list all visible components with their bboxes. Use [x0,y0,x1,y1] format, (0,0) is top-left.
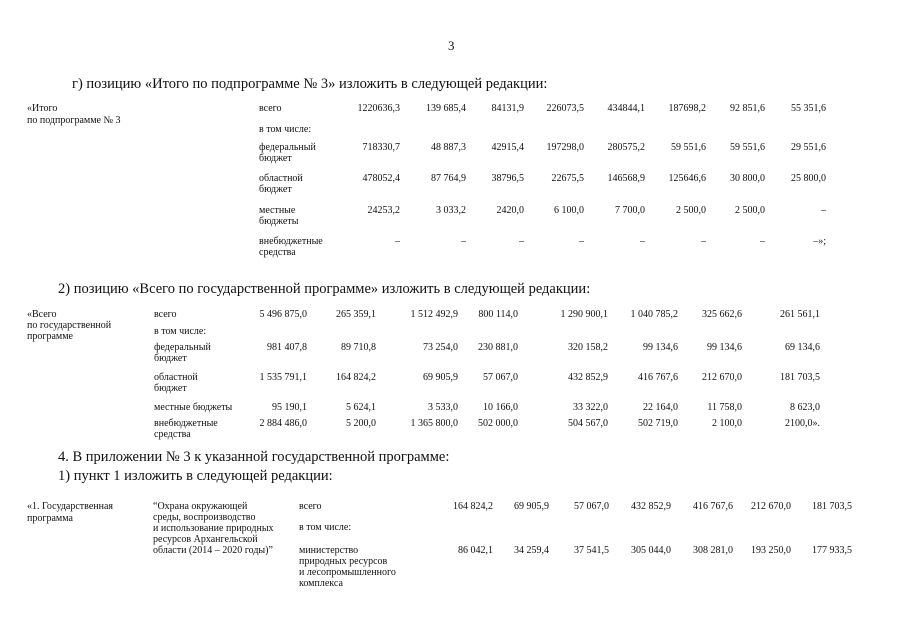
program-description: среды, воспроизводство [153,512,256,523]
table-cell: 55 351,6 [791,103,826,114]
table-cell: 30 800,0 [730,173,765,184]
row-label: и лесопромышленного [299,567,396,578]
table-cell: 86 042,1 [458,545,493,556]
table-cell: 416 767,6 [638,372,678,383]
row-label: комплекса [299,578,343,589]
table-cell: 265 359,1 [336,309,376,320]
table-cell: 3 533,0 [428,402,458,413]
row-label: областной [259,173,303,184]
row-label: местные бюджеты [154,402,233,413]
row-label: местные [259,205,296,216]
block3-label-line1: «1. Государственная [27,501,114,512]
table-cell: 8 623,0 [790,402,820,413]
table-cell: 1 535 791,1 [259,372,307,383]
table-cell: 22 164,0 [643,402,678,413]
table-cell: 181 703,5 [812,501,852,512]
row-label: федеральный [259,142,316,153]
table-cell: – [640,236,645,247]
table-cell: 6 100,0 [554,205,584,216]
section-heading-2: 2) позицию «Всего по государственной программе» изложить в следующей редакции: [58,281,591,297]
table-cell: 187698,2 [668,103,706,114]
row-label-cont: бюджеты [259,216,299,227]
table-cell: 2 100,0 [712,418,742,429]
program-description: и использование природных [153,523,274,534]
row-label: всего [154,309,177,320]
table-cell: 42915,4 [491,142,524,153]
table-cell: – [461,236,466,247]
table-cell: 48 887,3 [431,142,466,153]
table-cell: 325 662,6 [702,309,742,320]
table-cell: 92 851,6 [730,103,765,114]
table-cell: 87 764,9 [431,173,466,184]
table-cell: 11 758,0 [707,402,742,413]
table-cell: 69 905,9 [514,501,549,512]
table-cell: 59 551,6 [730,142,765,153]
table-cell: 38796,5 [491,173,524,184]
table-cell: – [395,236,400,247]
row-label-cont: бюджет [259,153,292,164]
table-cell: – [821,205,826,216]
row-label-cont: средства [259,247,296,258]
program-description: ресурсов Архангельской [153,534,258,545]
row-label: областной [154,372,198,383]
table-cell: – [519,236,524,247]
block3-label-line2: программа [27,513,73,524]
table-cell: 432 852,9 [631,501,671,512]
table-cell: 1 512 492,9 [410,309,458,320]
table-cell: 2100,0». [785,418,820,429]
table-cell: 22675,5 [551,173,584,184]
table-cell: 34 259,4 [514,545,549,556]
table-cell: 212 670,0 [751,501,791,512]
row-label-cont: бюджет [154,353,187,364]
row-label: внебюджетные [259,236,323,247]
table-cell: 146568,9 [607,173,645,184]
table-cell: 5 624,1 [346,402,376,413]
table-cell: 1 290 900,1 [560,309,608,320]
table-cell: 29 551,6 [791,142,826,153]
table-cell: 502 000,0 [478,418,518,429]
table-cell: 24253,2 [367,205,400,216]
program-description: “Охрана окружающей [153,501,248,512]
table-cell: 164 824,2 [336,372,376,383]
table-cell: 164 824,2 [453,501,493,512]
table-cell: 99 134,6 [643,342,678,353]
table-cell: 502 719,0 [638,418,678,429]
table-cell: 37 541,5 [574,545,609,556]
table-cell: 320 158,2 [568,342,608,353]
row-label: внебюджетные [154,418,218,429]
table-cell: 718330,7 [362,142,400,153]
block1-label-line2: по подпрограмме № 3 [27,115,121,126]
table-cell: 73 254,0 [423,342,458,353]
row-label: министерство [299,545,359,556]
table-cell: 212 670,0 [702,372,742,383]
table-cell: 3 033,2 [436,205,466,216]
table-cell: 139 685,4 [426,103,466,114]
table-cell: 1220636,3 [357,103,400,114]
table-cell: 981 407,8 [267,342,307,353]
table-cell: 10 166,0 [483,402,518,413]
row-label-cont: средства [154,429,191,440]
table-cell: 226073,5 [546,103,584,114]
table-cell: 504 567,0 [568,418,608,429]
table-cell: 5 496 875,0 [259,309,307,320]
table-cell: 5 200,0 [346,418,376,429]
row-label: в том числе: [259,124,312,135]
row-label: в том числе: [154,326,207,337]
table-cell: 7 700,0 [615,205,645,216]
table-cell: 33 322,0 [573,402,608,413]
row-label: в том числе: [299,522,352,533]
table-cell: 434844,1 [607,103,645,114]
table-cell: 308 281,0 [693,545,733,556]
table-cell: 800 114,0 [478,309,518,320]
table-cell: – [579,236,584,247]
table-cell: 2 500,0 [676,205,706,216]
table-cell: 25 800,0 [791,173,826,184]
table-cell: 1 365 800,0 [410,418,458,429]
table-cell: 84131,9 [491,103,524,114]
table-cell: 57 067,0 [574,501,609,512]
table-cell: 2 500,0 [735,205,765,216]
table-cell: 59 551,6 [671,142,706,153]
table-cell: 125646,6 [668,173,706,184]
program-description: области (2014 – 2020 годы)” [153,545,273,556]
table-cell: 416 767,6 [693,501,733,512]
table-cell: 230 881,0 [478,342,518,353]
table-cell: – [760,236,765,247]
table-cell: 99 134,6 [707,342,742,353]
block2-label-line1: «Всего [27,309,57,320]
table-cell: 89 710,8 [341,342,376,353]
table-cell: 261 561,1 [780,309,820,320]
table-cell: 69 905,9 [423,372,458,383]
table-cell: – [701,236,706,247]
table-cell: 193 250,0 [751,545,791,556]
block1-label-line1: «Итого [27,103,58,114]
section-heading-4-1: 1) пункт 1 изложить в следующей редакции: [58,468,333,484]
table-cell: 181 703,5 [780,372,820,383]
table-cell: 177 933,5 [812,545,852,556]
table-cell: 1 040 785,2 [630,309,678,320]
table-cell: 2 884 486,0 [259,418,307,429]
page-number: 3 [448,38,455,53]
table-cell: 2420,0 [496,205,524,216]
table-cell: 197298,0 [546,142,584,153]
block2-label-line3: программе [27,331,73,342]
row-label: природных ресурсов [299,556,388,567]
row-label: федеральный [154,342,211,353]
table-cell: 69 134,6 [785,342,820,353]
row-label: всего [299,501,322,512]
section-heading-4: 4. В приложении № 3 к указанной государственной программе: [58,449,450,465]
section-heading-g: г) позицию «Итого по подпрограмме № 3» изложить в следующей редакции: [72,76,548,92]
row-label: всего [259,103,282,114]
table-cell: –»; [813,236,826,247]
table-cell: 57 067,0 [483,372,518,383]
table-cell: 280575,2 [607,142,645,153]
block2-label-line2: по государственной [27,320,112,331]
table-cell: 305 044,0 [631,545,671,556]
table-cell: 95 190,1 [272,402,307,413]
row-label-cont: бюджет [259,184,292,195]
table-cell: 432 852,9 [568,372,608,383]
table-cell: 478052,4 [362,173,400,184]
row-label-cont: бюджет [154,383,187,394]
